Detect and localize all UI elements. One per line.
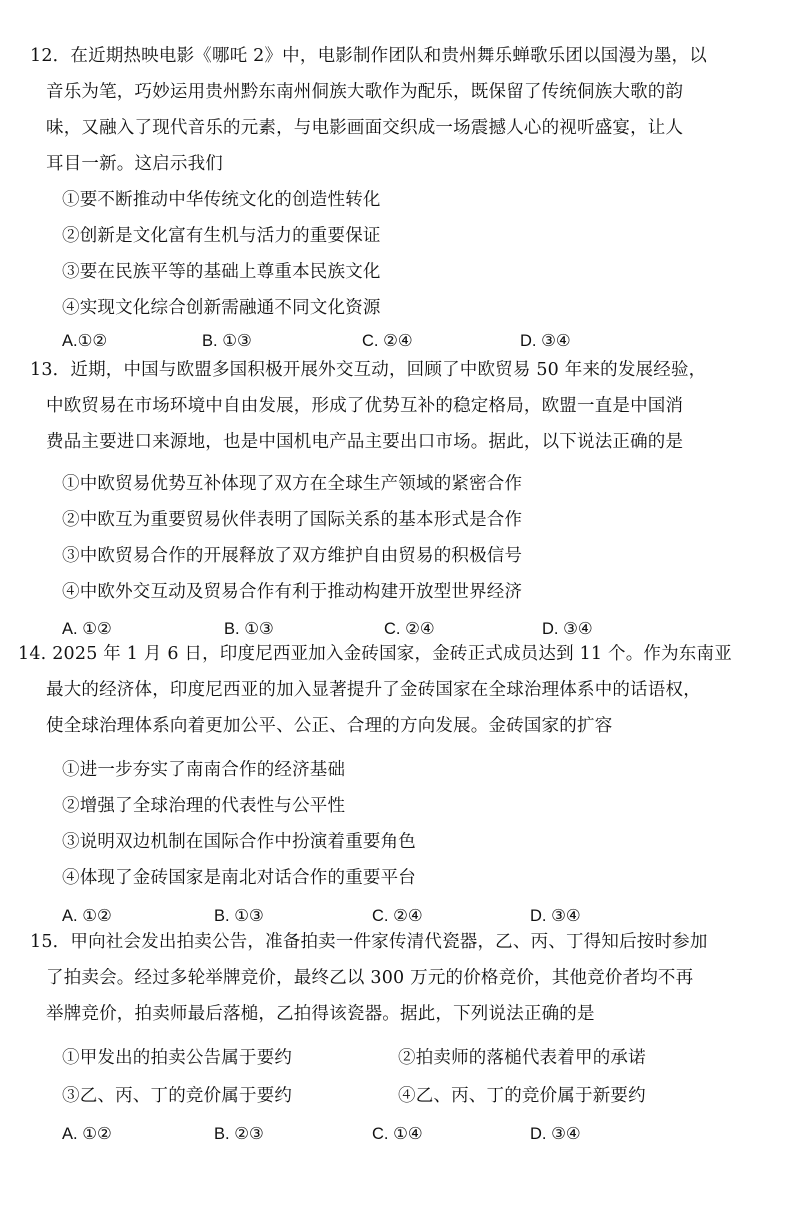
question-12-answer-d <box>520 329 571 353</box>
answer-label: C. <box>372 907 389 925</box>
question-12-answer-c <box>362 329 413 353</box>
question-14-answer-c <box>372 904 423 928</box>
question-15-stem-line: 举牌竞价，拍卖师最后落槌，乙拍得该瓷器。据此，下列说法正确的是 <box>46 1004 595 1024</box>
question-13-stem-line: 13．近期，中国与欧盟多国积极开展外交互动，回顾了中欧贸易 50 年来的发展经验， <box>30 360 707 380</box>
question-13-option-3: ③中欧贸易合作的开展释放了双方维护自由贸易的积极信号 <box>62 546 523 566</box>
question-13-answer-c <box>384 617 435 641</box>
question-13-option-2: ②中欧互为重要贸易伙伴表明了国际关系的基本形式是合作 <box>62 510 523 530</box>
question-14-answer-a <box>62 904 112 928</box>
question-15-answer-c <box>372 1122 423 1146</box>
question-12-stem-line: 耳目一新。这启示我们 <box>46 154 223 174</box>
answer-value: ①② <box>82 619 112 638</box>
answer-value: ②④ <box>383 331 413 350</box>
answer-label: D. <box>542 620 559 638</box>
answer-label: B. <box>224 620 240 638</box>
answer-label: D. <box>520 332 537 350</box>
question-12-stem-line: 味，又融入了现代音乐的元素，与电影画面交织成一场震撼人心的视听盛宴，让人 <box>46 118 684 138</box>
question-13-stem-line: 中欧贸易在市场环境中自由发展，形成了优势互补的稳定格局，欧盟一直是中国消 <box>46 396 684 416</box>
answer-value: ②③ <box>234 1124 264 1143</box>
question-14-option-2: ②增强了全球治理的代表性与公平性 <box>62 796 346 816</box>
question-15-option-1: ①甲发出的拍卖公告属于要约 <box>62 1048 293 1068</box>
question-14-option-4: ④体现了金砖国家是南北对话合作的重要平台 <box>62 868 416 888</box>
question-12-option-2: ②创新是文化富有生机与活力的重要保证 <box>62 226 381 246</box>
answer-value: ②④ <box>393 906 423 925</box>
question-12-answer-a <box>62 329 107 353</box>
answer-label: B. <box>202 332 218 350</box>
answer-label: A. <box>62 620 78 638</box>
answer-label: B. <box>214 907 230 925</box>
answer-value: ③④ <box>551 906 581 925</box>
question-15-answer-d <box>530 1122 581 1146</box>
answer-value: ①③ <box>234 906 264 925</box>
question-13-answer-a <box>62 617 112 641</box>
answer-value: ①② <box>77 331 108 350</box>
question-12-option-3: ③要在民族平等的基础上尊重本民族文化 <box>62 262 381 282</box>
answer-label: A. <box>62 332 78 350</box>
question-12-option-1: ①要不断推动中华传统文化的创造性转化 <box>62 190 381 210</box>
answer-label: C. <box>384 620 401 638</box>
answer-value: ①② <box>82 906 112 925</box>
answer-value: ①④ <box>393 1124 423 1143</box>
question-13-option-1: ①中欧贸易优势互补体现了双方在全球生产领域的紧密合作 <box>62 474 523 494</box>
answer-label: C. <box>372 1125 389 1143</box>
question-15-stem-line: 15．甲向社会发出拍卖公告，准备拍卖一件家传清代瓷器，乙、丙、丁得知后按时参加 <box>30 932 708 952</box>
question-13-stem-line: 费品主要进口来源地，也是中国机电产品主要出口市场。据此，以下说法正确的是 <box>46 432 684 452</box>
question-15-answer-a <box>62 1122 112 1146</box>
question-15-option-2: ②拍卖师的落槌代表着甲的承诺 <box>398 1048 646 1068</box>
answer-value: ③④ <box>551 1124 581 1143</box>
answer-value: ①② <box>82 1124 112 1143</box>
answer-value: ①③ <box>244 619 274 638</box>
question-15-stem-line: 了拍卖会。经过多轮举牌竞价，最终乙以 300 万元的价格竞价，其他竞价者均不再 <box>46 968 694 988</box>
question-12-option-4: ④实现文化综合创新需融通不同文化资源 <box>62 298 381 318</box>
answer-label: A. <box>62 1125 78 1143</box>
question-14-option-1: ①进一步夯实了南南合作的经济基础 <box>62 760 346 780</box>
question-14-stem-line: 14. 2025 年 1 月 6 日，印度尼西亚加入金砖国家，金砖正式成员达到 11 个。作为东南亚 <box>18 644 732 664</box>
question-12-stem-line: 音乐为笔，巧妙运用贵州黔东南州侗族大歌作为配乐，既保留了传统侗族大歌的韵 <box>46 82 684 102</box>
question-13-answer-d <box>542 617 593 641</box>
answer-label: D. <box>530 907 547 925</box>
question-12-stem-line: 12．在近期热映电影《哪吒 2》中，电影制作团队和贵州舞乐蝉歌乐团以国漫为墨，以 <box>30 46 707 66</box>
question-14-option-3: ③说明双边机制在国际合作中扮演着重要角色 <box>62 832 416 852</box>
answer-value: ①③ <box>222 331 252 350</box>
question-15-option-4: ④乙、丙、丁的竞价属于新要约 <box>398 1086 646 1106</box>
question-12-answer-b <box>202 329 252 353</box>
question-14-answer-b <box>214 904 264 928</box>
answer-label: D. <box>530 1125 547 1143</box>
question-14-stem-line: 使全球治理体系向着更加公平、公正、合理的方向发展。金砖国家的扩容 <box>46 716 613 736</box>
answer-value: ③④ <box>563 619 593 638</box>
question-14-answer-d <box>530 904 581 928</box>
question-14-stem-line: 最大的经济体，印度尼西亚的加入显著提升了金砖国家在全球治理体系中的话语权， <box>46 680 701 700</box>
answer-value: ②④ <box>405 619 435 638</box>
answer-label: A. <box>62 907 78 925</box>
answer-label: C. <box>362 332 379 350</box>
answer-label: B. <box>214 1125 230 1143</box>
question-15-answer-b <box>214 1122 264 1146</box>
question-13-option-4: ④中欧外交互动及贸易合作有利于推动构建开放型世界经济 <box>62 582 523 602</box>
question-15-option-3: ③乙、丙、丁的竞价属于要约 <box>62 1086 293 1106</box>
answer-value: ③④ <box>541 331 571 350</box>
question-13-answer-b <box>224 617 274 641</box>
